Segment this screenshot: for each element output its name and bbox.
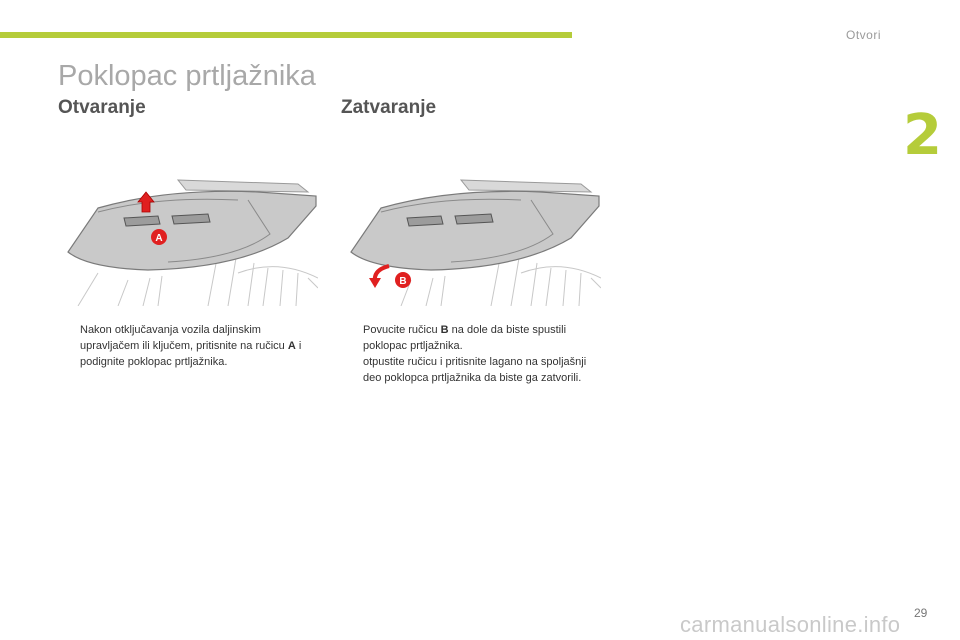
handle-b-label: B <box>399 276 407 287</box>
chapter-accent-bar <box>0 32 572 38</box>
list-item: otpustite ručicu i pritisnite lagano na spoljašnji deo poklopca prtljažnika da biste ga zatvorili. <box>363 356 587 384</box>
section-name: Otvori <box>846 28 882 42</box>
opening-instructions <box>58 322 318 370</box>
list-item: Povucite ručicu B na dole da biste spustili poklopac prtljažnika. <box>363 324 567 352</box>
page-number: 29 <box>914 606 928 620</box>
page-title: Poklopac prtljažnika <box>58 60 316 92</box>
list-item: Nakon otključavanja vozila daljinskim upravljačem ili ključem, pritisnite na ručicu A i podignite poklopac prtljažnika. <box>80 324 302 368</box>
chapter-number: 2 <box>903 103 942 168</box>
opening-heading: Otvaranje <box>58 97 146 118</box>
trunk-opening-illustration <box>58 178 318 306</box>
closing-instructions <box>341 322 603 386</box>
watermark: carmanualsonline.info <box>680 612 901 637</box>
closing-heading: Zatvaranje <box>341 97 437 118</box>
handle-a-label: A <box>155 233 163 244</box>
trunk-closing-illustration <box>341 178 601 306</box>
